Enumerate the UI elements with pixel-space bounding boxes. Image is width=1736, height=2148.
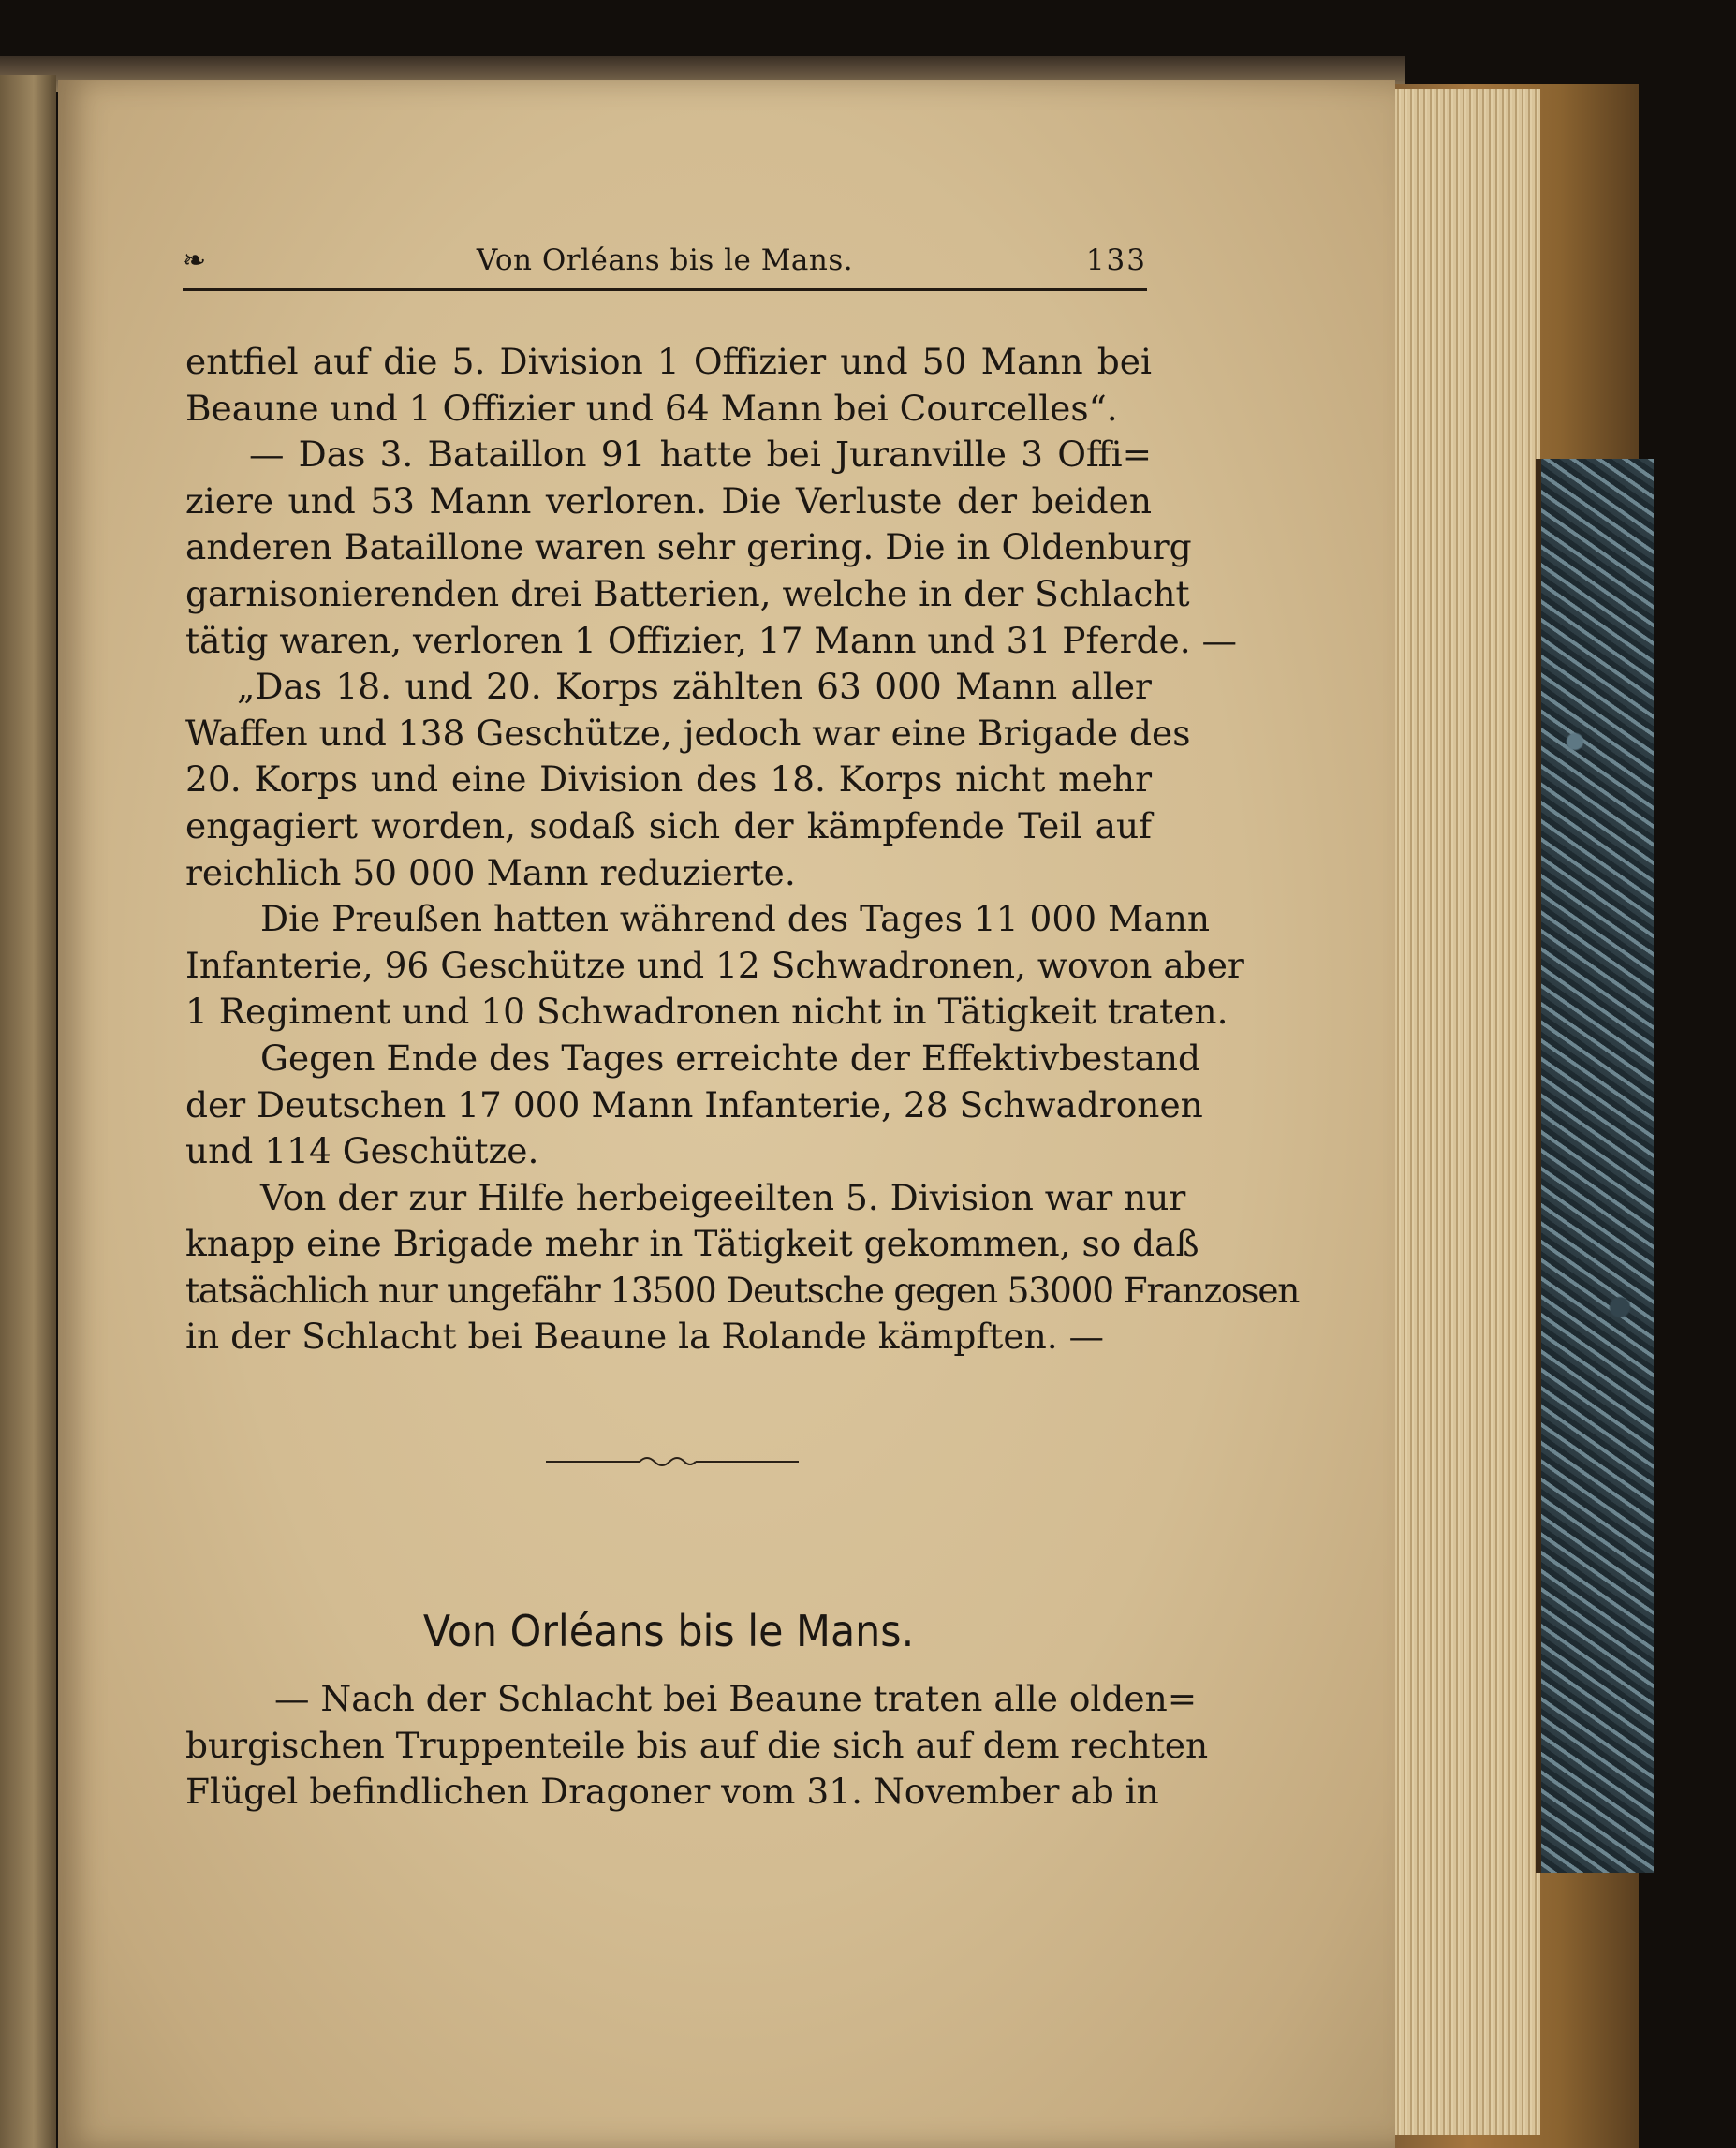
text-line: tatsächlich nur ungefähr 13500 Deutsche gegen 53000 Franzosen [185,1269,1300,1311]
text-line: Infanterie, 96 Geschütze und 12 Schwadronen, wovon aber [185,944,1244,986]
text-line: „Das 18. und 20. Korps zählten 63 000 Mann aller [237,666,1152,708]
text-line: Die Preußen hatten während des Tages 11 000 Mann [260,898,1211,940]
text-line: entfiel auf die 5. Division 1 Offizier und 50 Mann bei [185,341,1152,382]
marbled-endpaper [1536,459,1654,1873]
text-line: anderen Bataillone waren sehr gering. Die in Oldenburg [185,526,1192,568]
running-header [183,241,1147,287]
page-edges [1381,89,1540,2135]
page-number: 133 [1085,243,1147,277]
text-line: 1 Regiment und 10 Schwadronen nicht in Tätigkeit traten. [185,991,1228,1033]
text-line: engagiert worden, sodaß sich der kämpfende Teil auf [185,804,1152,846]
section-divider-ornament [546,1450,799,1473]
header-rule [183,288,1147,291]
text-line: reichlich 50 000 Mann reduzierte. [185,851,796,893]
left-page-edge [0,75,56,2148]
text-line: Gegen Ende des Tages erreichte der Effektivbestand [260,1037,1201,1079]
text-line: ziere und 53 Mann verloren. Die Verluste der beiden [185,479,1152,522]
text-line: Beaune und 1 Offizier und 64 Mann bei Courcelles“. [185,387,1118,429]
text-line: und 114 Geschütze. [185,1130,539,1172]
text-line: tätig waren, verloren 1 Offizier, 17 Mann und 31 Pferde. — [185,619,1238,661]
text-line: der Deutschen 17 000 Mann Infanterie, 28 Schwadronen [185,1083,1203,1125]
text-line: 20. Korps und eine Division des 18. Korps nicht mehr [185,758,1152,801]
text-line: — Das 3. Bataillon 91 hatte bei Juranville 3 Offi= [249,434,1152,476]
body-text-top [185,339,1300,1361]
text-line: Waffen und 138 Geschütze, jedoch war eine Brigade des [185,712,1191,754]
text-line: Von der zur Hilfe herbeigeeilten 5. Division war nur [260,1176,1186,1218]
header-ornament-icon: ❧ [183,244,207,277]
section-heading: Von Orléans bis le Mans. [422,1606,915,1656]
text-line: Flügel befindlichen Dragoner vom 31. November ab in [185,1771,1159,1813]
text-line: burgischen Truppenteile bis auf die sich auf dem rechten [185,1724,1209,1766]
text-line: knapp eine Brigade mehr in Tätigkeit gekommen, so daß [185,1223,1199,1265]
text-line: in der Schlacht bei Beaune la Rolande kämpften. — [185,1316,1105,1358]
text-line: — Nach der Schlacht bei Beaune traten alle olden= [274,1678,1198,1719]
running-title: Von Orléans bis le Mans. [476,243,854,277]
text-line: garnisonierenden drei Batterien, welche in der Schlacht [185,572,1190,614]
body-text-bottom [185,1676,1209,1816]
